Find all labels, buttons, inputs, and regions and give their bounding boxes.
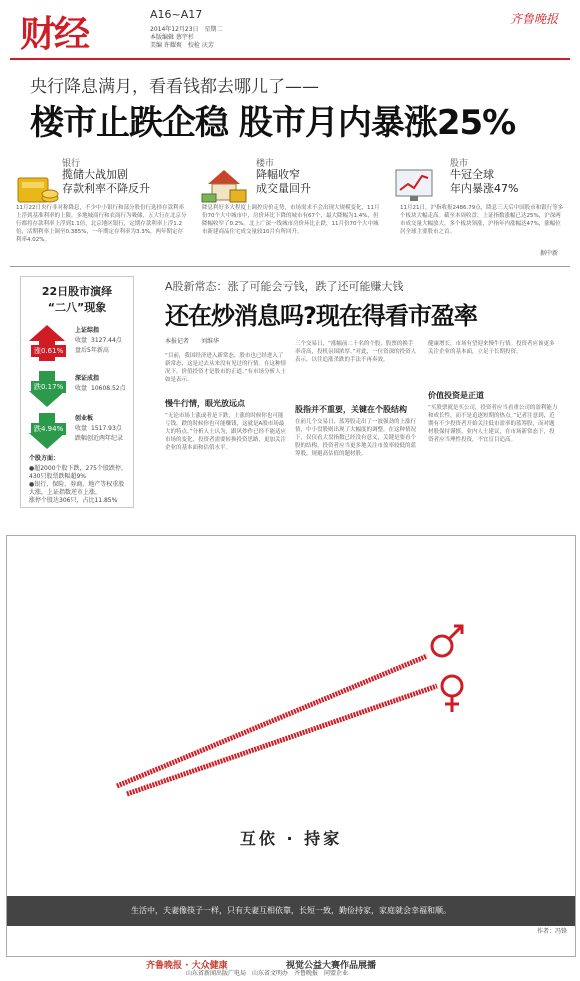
- lead-kicker: 央行降息满月，看看钱都去哪儿了——: [30, 77, 319, 97]
- index-close-label: 收盘: [75, 337, 88, 344]
- index-pct: 跌4.94%: [31, 423, 66, 435]
- meta-design: 美编 许耀爽 校检 庆芳: [150, 42, 214, 49]
- newspaper-logo: 齐鲁晚报: [509, 12, 558, 26]
- lead-headline: 楼市止跌企稳 股市月内暴涨25%: [30, 103, 516, 143]
- article-col3: 健康增长，市场有望迎来慢牛行情。投资者应该更多关注企业的基本面，立足于长期投资。: [428, 341, 555, 355]
- article-col1b: “无论市场上涨或者是下跌，上涨的时候你也可能亏钱，跌的时候你也可能赚钱，这就是A股市场最大的特点。”分析人士认为，跟风炒作已经不能适应市场的变化，投资者需要转换投资思路，更加关注企业的基本面和估值水平。: [165, 413, 287, 451]
- ad-slogan: 互依 · 持家: [239, 829, 343, 848]
- index-name: 上证综指: [75, 327, 100, 334]
- article-col2b: 在前几个交易日，蓝筹股走出了一波强劲的上涨行情，中小盘股则出现了大幅度的调整。在这种情况下，仅仅看大盘指数已经没有意义，关键是要看个股的结构。投资者应当更多地关注市盈率较低的蓝筹股，规避高估值的题材股。: [295, 419, 417, 457]
- index-pct: 涨0.61%: [31, 345, 66, 357]
- bank-body: 11月22日央行非对称降息，不少中小银行和部分股份行选择存款利率上浮到基准利率的上限。多地城商行和农商行为吸储，五大行在北京分行都将存款利率上浮到1.1倍，北京地区银行，定期存款利率上浮1.2倍，活期利率上调至0.385%，一年期定存利率为3.3%，两年期定存利率4.02%。: [16, 205, 187, 243]
- stock-body: 11月21日，沪指收报2486.79点，降息三天后中国股市和银行等多个板块大幅走高。截至本周收盘，上证指数涨幅已达25%，沪深两市成交量大幅放大，多个板块领涨，沪指年内涨幅达47%，涨幅位居全球主要股市之首。: [400, 205, 564, 235]
- article-col3b: “买股票就是买公司，投资者应当看重公司的盈利能力和成长性，而不是追逐短期的热点。”记者注意到，近期有不少投资者开始关注低市盈率的蓝筹股，而对题材股保持谨慎。业内人士建议，在市场新常态下，投资者应当理性投资，不宜盲目追高。: [428, 405, 558, 443]
- gold-coins-icon: [14, 168, 60, 206]
- lead-source: 据中新: [540, 250, 559, 257]
- bank-headline-1: 揽储大战加剧: [62, 168, 128, 181]
- page-range: A16~A17: [150, 8, 203, 21]
- index-close-label: 收盘: [75, 425, 88, 432]
- meta-editor: 本版编辑 蔡宇杉: [150, 34, 194, 41]
- index-close: 3127.44点: [91, 337, 122, 344]
- index-note: 盘后5年新高: [75, 347, 109, 354]
- public-service-ad: [6, 535, 576, 957]
- stocks-line: 涨停个股达306只，占比11.85%: [29, 497, 118, 504]
- article-col2: 三个交易日，“涨幅前二十名的个股，股票的换手率奇高，投机氛围浓厚。”对此，一位资深的投资人表示，以往追涨杀跌的手法不再奏效。: [295, 341, 417, 363]
- housing-headline-1: 降幅收窄: [256, 168, 300, 181]
- ad-band: [7, 896, 575, 926]
- index-name: 创业板: [75, 415, 94, 422]
- stock-category: 股市: [450, 159, 469, 169]
- stocks-line: ●超2000个股下跌，275个股跌停，430只股票跌幅超9%: [29, 465, 127, 480]
- section-divider: [10, 266, 570, 267]
- edition-meta: [150, 26, 250, 50]
- footer-brand: 齐鲁晚报 · 大众健康: [146, 961, 228, 971]
- meta-date: 2014年12月23日 星期二: [150, 26, 223, 33]
- section-heading: 价值投资是正道: [428, 391, 484, 400]
- stocks-line: ●银行、保险、券商、地产等权重股大涨，上证指数逆市上涨，: [29, 481, 125, 496]
- index-close: 1517.93点: [91, 425, 122, 432]
- housing-category: 楼市: [256, 159, 275, 169]
- byline-name: 刘维华: [200, 338, 219, 345]
- up-arrow-icon: [27, 323, 67, 363]
- article-headline: 还在炒消息吗?现在得看市盈率: [165, 302, 477, 330]
- article-col1: “目前，我国经济进入新常态，股市也已经进入了新常态，这是过去从来没有见过的行情。在这种情况下，价值投资才是股市的正道。”有市场分析人士如是表示。: [165, 353, 287, 383]
- index-close-label: 收盘: [75, 385, 88, 392]
- bank-headline-2: 存款利率不降反升: [62, 182, 150, 195]
- ad-footer: [6, 958, 574, 978]
- rising-chart-icon: [394, 166, 438, 204]
- index-close: 10608.52点: [91, 385, 126, 392]
- index-name: 深证成指: [75, 375, 100, 382]
- bank-category: 银行: [62, 159, 81, 169]
- article-kicker: A股新常态：涨了可能会亏钱，跌了还可能赚大钱: [165, 280, 404, 293]
- stock-headline-1: 牛冠全球: [450, 168, 494, 181]
- ad-band-text: 生活中，夫妻像筷子一样，只有夫妻互相依靠，长短一致，勤俭持家，家庭就会幸福和顺。: [131, 906, 451, 915]
- section-masthead: 财经: [20, 14, 89, 55]
- byline-label: 本报记者: [165, 338, 190, 345]
- chopsticks-illustration: [107, 616, 487, 816]
- house-money-icon: [200, 166, 250, 206]
- byline: [165, 338, 219, 346]
- header-rule: [10, 58, 570, 60]
- index-pct: 跌0.17%: [31, 381, 66, 393]
- housing-body: 降息利好多大程度上调控房价走势，市场需求不会出现大规模变化，11月份70个大中城市中，房价环比下降的城市有67个，最大降幅为1.4%，但降幅收窄了0.2%。北上广深一线城市房价环比止跌，11月份70个大中城市新建商品住宅成交量较10月有所回升。: [202, 205, 380, 235]
- index-note: 跌幅创近两年纪录: [75, 435, 124, 442]
- footer-orgs: 山东省新闻出版广电局 山东省文明办 齐鲁晚报 同盟企业: [186, 970, 349, 977]
- stocks-title: 个股方面：: [29, 455, 60, 462]
- stock-headline-2: 年内暴涨47%: [450, 182, 519, 195]
- housing-headline-2: 成交量回升: [256, 182, 311, 195]
- sidebar-title: 22日股市演绎: [41, 285, 113, 298]
- sidebar-subtitle: “二八”现象: [47, 301, 107, 314]
- section-heading: 慢牛行情，眼光放远点: [165, 399, 245, 408]
- ad-author: 作者：冯锋: [536, 928, 567, 935]
- section-heading: 股指并不重要，关键在个股结构: [295, 405, 407, 414]
- market-sidebar: [20, 276, 134, 508]
- footer-title: 视觉公益大赛作品展播: [286, 961, 377, 971]
